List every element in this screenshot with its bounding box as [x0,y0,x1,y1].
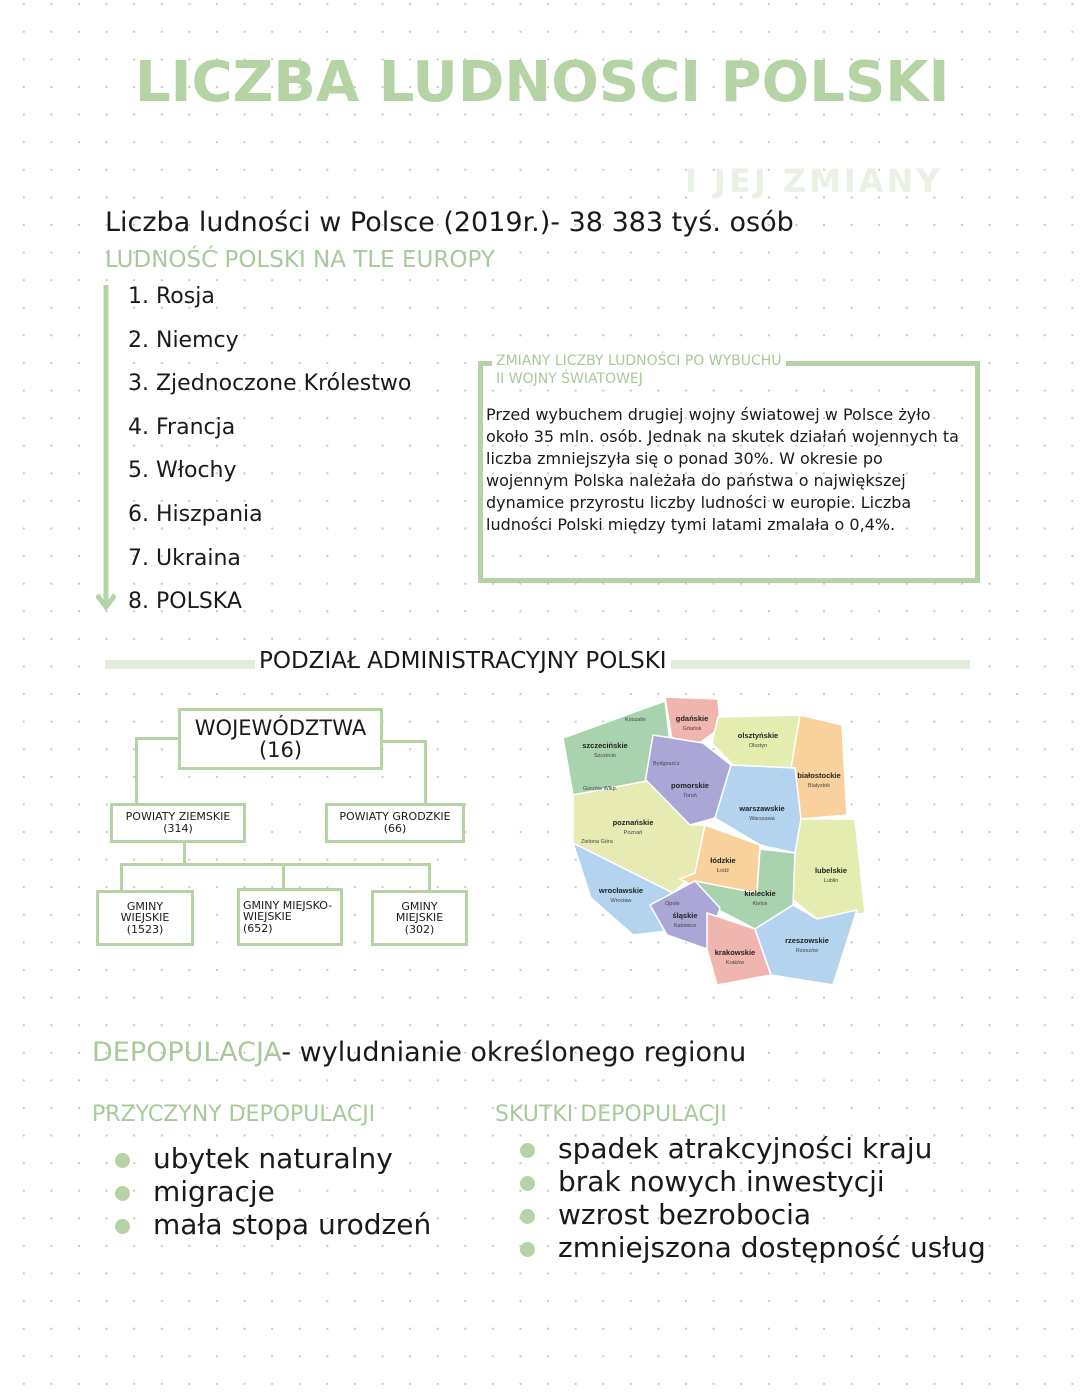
org-count: (66) [383,822,407,835]
map-city-label: Olsztyn [748,743,768,749]
org-urban-rural [237,888,343,946]
map-region-label: lubelskie [814,866,848,875]
list-item: 1. Rosja [128,284,215,309]
effects-heading: SKUTKI DEPOPULACJI [495,1102,727,1127]
ww2-title-line1: ZMIANY LICZBY LUDNOŚCI PO WYBUCHU [496,353,782,369]
connector [135,737,180,740]
ww2-box-title [492,352,786,388]
org-label: GMINY MIEJSKO-WIEJSKIE [243,898,333,924]
map-city-label: Białystok [807,783,831,789]
ww2-box-text: Przed wybuchem drugiej wojny światowej w Polsce żyło około 35 mln. osób. Jednak na skutek działań wojennych ta liczba zmniejszyła się o ponad 30%. W okresie po wojennym Polska należała do państwa o największej dynamice przyrostu liczby ludności w europie. Liczba ludności Polski między tymi latami zmalała o 0,4%. [486,405,959,534]
org-label: WOJEWÓDZTWA [194,715,367,740]
map-city-label: Gdańsk [682,726,702,732]
list-item: mała stopa urodzeń [115,1208,431,1241]
map-region-label: poznańskie [612,818,654,827]
map-region-label: olsztyńskie [737,731,779,740]
down-arrow-icon [96,285,116,615]
effects-list [520,1132,986,1264]
map-city-label: Gorzów Wlkp. [583,786,618,792]
map-city-label: Kraków [725,960,745,966]
list-item: zmniejszona dostępność usług [520,1231,986,1264]
connector [282,863,285,890]
causes-list [115,1142,431,1241]
europe-heading: LUDNOŚĆ POLSKI NA TLE EUROPY [105,247,495,273]
map-city-label: Lublin [823,878,839,884]
org-count: (16) [258,738,303,762]
org-label: POWIATY GRODZKIE [339,810,451,824]
org-count: (302) [404,922,435,936]
list-item: 2. Niemcy [128,327,239,353]
org-rural [96,890,194,946]
map-region-label: pomorskie [671,781,709,790]
list-item: ubytek naturalny [115,1142,431,1175]
map-city-label: Zielona Góra [581,839,613,845]
map-region-label: wrocławskie [598,886,644,895]
map-city-label: Kielce [752,901,768,907]
map-city-label: Toruń [683,793,697,799]
connector [183,843,186,865]
org-label: GMINY WIEJSKIE [120,899,170,925]
map-city-label: Warszawa [749,816,775,822]
depopulation-term: DEPOPULACJA [92,1037,282,1068]
org-label: POWIATY ZIEMSKIE [125,810,231,824]
map-city-label: Katowice [673,923,697,929]
list-item: spadek atrakcyjności kraju [520,1132,986,1165]
org-count: (652) [243,921,273,935]
list-item: 7. Ukraina [128,545,241,571]
org-urban [371,890,468,946]
map-city-label: Poznań [623,830,643,836]
org-land-counties [110,803,246,843]
map-city-label: Wrocław [610,898,632,904]
map-region-label: krakowskie [714,948,756,957]
list-item: wzrost bezrobocia [520,1198,986,1231]
ww2-title-line2: II WOJNY ŚWIATOWEJ [496,371,643,387]
org-voivodeships [178,708,383,770]
map-region-label: warszawskie [739,804,785,813]
map-region-label: kieleckie [744,889,776,898]
poland-voivodeship-map [555,693,870,988]
list-item: 3. Zjednoczone Królestwo [128,371,412,397]
org-label: GMINY MIEJSKIE [395,899,444,925]
list-item: 4. Francja [128,414,236,440]
map-region-label: łódzkie [710,856,736,865]
depopulation-text: - wyludnianie określonego regionu [281,1037,747,1068]
list-item: 6. Hiszpania [128,501,263,527]
connector [120,863,123,890]
list-item: migracje [115,1175,431,1208]
page-title: LICZBA LUDNOSCI POLSKI [135,50,950,115]
list-item: brak nowych inwestycji [520,1165,986,1198]
map-city-label: Opole [665,901,680,907]
connector [424,740,427,803]
page-subtitle: I JEJ ZMIANY [685,162,943,200]
map-region-label: gdańskie [675,714,709,723]
org-count: (314) [163,822,193,835]
connector [428,863,431,890]
map-city-label: Szczecin [593,753,617,759]
admin-heading: PODZIAŁ ADMINISTRACYJNY POLSKI [255,648,671,674]
map-region-label: białostockie [797,771,841,780]
org-city-counties [325,803,465,843]
connector [381,740,427,743]
depopulation-definition [92,1037,746,1068]
connector [120,863,430,866]
map-city-label: Bydgoszcz [653,761,680,767]
org-count: (1523) [126,922,164,936]
population-line: Liczba ludności w Polsce (2019r.)- 38 383 tyś. osób [105,207,794,238]
map-region-label: szczecińskie [582,741,628,750]
europe-ranking-list [128,275,411,624]
causes-heading: PRZYCZYNY DEPOPULACJI [92,1102,376,1127]
list-item: 5. Włochy [128,458,237,484]
map-city-label: Łódź [717,868,729,874]
map-region-label: śląskie [672,911,698,920]
list-item: 8. POLSKA [128,589,242,615]
connector [135,737,138,803]
map-region-label: rzeszowskie [785,936,829,945]
map-city-label: Koszalin [625,717,646,723]
map-city-label: Rzeszów [795,948,819,954]
